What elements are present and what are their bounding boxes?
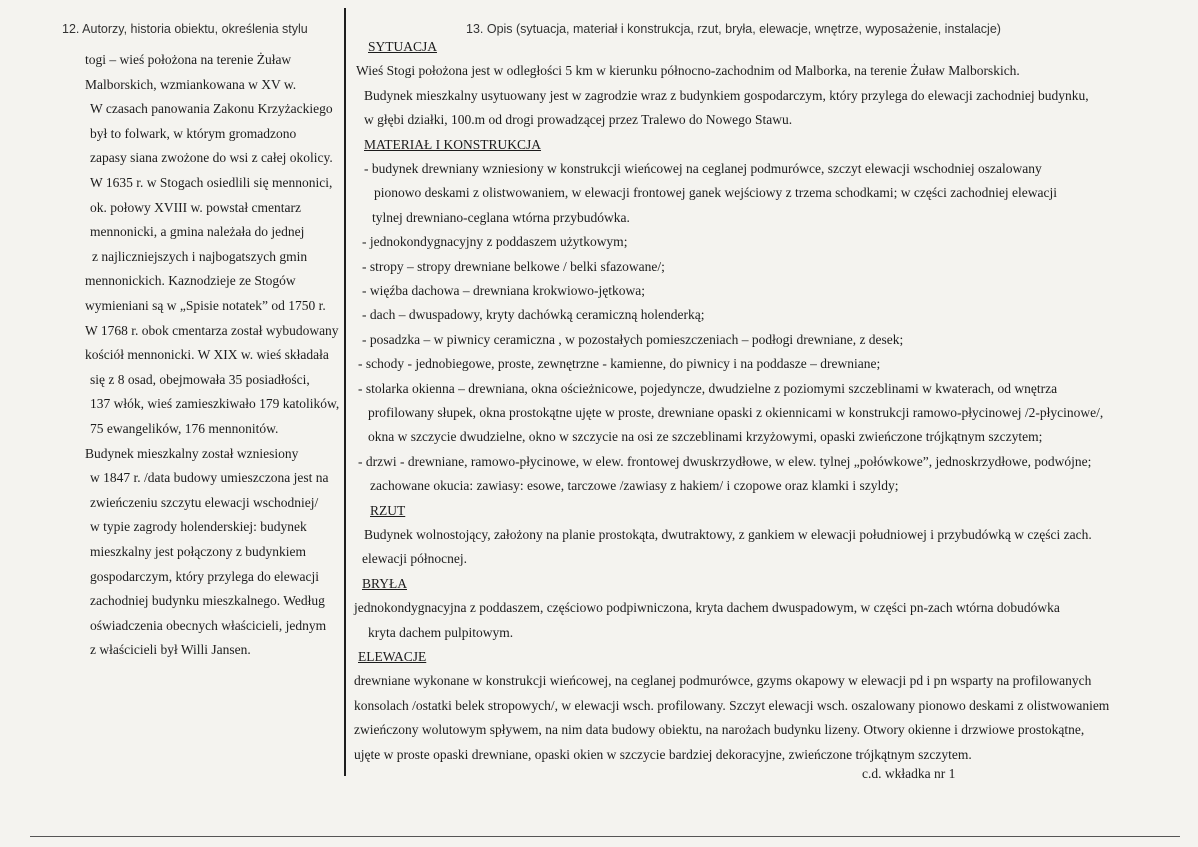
description-line: zwieńczony wolutowym spływem, na nim data budowy obiektu, na narożach budynku lizeny. Otwory okienne i drzwiowe prostokątne, (354, 722, 1085, 738)
history-line: W czasach panowania Zakonu Krzyżackiego (90, 101, 333, 117)
bottom-rule (30, 836, 1180, 837)
description-line: jednokondygnacyjna z poddaszem, częściowo podpiwniczona, kryta dachem dwuspadowym, w części pn-zach wtórna dobudówka (354, 600, 1060, 616)
history-line: zwieńczeniu szczytu elewacji wschodniej/ (90, 494, 319, 510)
history-line: z najliczniejszych i najbogatszych gmin (92, 248, 308, 264)
history-line: oświadczenia obecnych właścicieli, jednym (90, 617, 327, 633)
history-line: z właścicieli był Willi Jansen. (90, 642, 251, 658)
description-line: - dach – dwuspadowy, kryty dachówką ceramiczną holenderką; (362, 307, 705, 323)
right-column-header: 13. Opis (sytuacja, materiał i konstrukcja, rzut, bryła, elewacje, wnętrze, wyposażenie, instalacje) (466, 22, 1001, 36)
history-line: 75 ewangelików, 176 mennonitów. (90, 421, 279, 436)
column-divider (344, 8, 346, 776)
description-line: w głębi działki, 100.m od drogi prowadzącej przez Tralewo do Nowego Stawu. (364, 112, 793, 128)
description-line: - budynek drewniany wzniesiony w konstrukcji wieńcowej na ceglanej podmurówce, szczyt elewacji wschodniej oszalowany (364, 161, 1042, 176)
description-line: konsolach /ostatki belek stropowych/, w elewacji wsch. profilowany. Szczyt elewacji wsch. oszalowany pionowo deskami z olistwowaniem (354, 697, 1110, 713)
description-line: elewacji północnej. (362, 551, 467, 567)
description-line: - posadzka – w piwnicy ceramiczna , w pozostałych pomieszczeniach – podłogi drewniane, z desek; (362, 331, 904, 347)
history-line: zapasy siana zwożone do wsi z całej okolicy. (90, 150, 333, 166)
history-line: mieszkalny jest połączony z budynkiem (90, 544, 306, 559)
description-line: Budynek wolnostojący, założony na planie prostokąta, dwutraktowy, z gankiem w elewacji południowej i przybudówką w części zach. (364, 527, 1092, 542)
section-heading: ELEWACJE (358, 649, 427, 664)
history-line: 137 włók, wieś zamieszkiwało 179 katolików, (90, 396, 340, 412)
history-line: gospodarczym, który przylega do elewacji (90, 568, 320, 584)
history-line: w 1847 r. /data budowy umieszczona jest na (90, 470, 329, 486)
description-line: pionowo deskami z olistwowaniem, w elewacji frontowej ganek wejściowy z trzema schodkami; w części zachodniej elewacji (374, 185, 1058, 201)
history-line: zachodniej budynku mieszkalnego. Według (90, 593, 325, 609)
description-line: - więźba dachowa – drewniana krokwiowo-jętkowa; (362, 283, 646, 298)
description-line: - stropy – stropy drewniane belkowe / belki sfazowane/; (362, 258, 665, 274)
description-line: tylnej drewniano-ceglana wtórna przybudówka. (372, 209, 630, 225)
history-line: togi – wieś położona na terenie Żuław (85, 52, 292, 67)
description-line: - schody - jednobiegowe, proste, zewnętrzne - kamienne, do piwnicy i na poddasze – drewniane; (358, 356, 881, 372)
description-line: ujęte w proste opaski drewniane, opaski okien w szczycie bardziej dekoracyjne, zwieńczone trójkątnym szczytem. (354, 746, 972, 762)
history-line: Malborskich, wzmiankowana w XV w. (85, 76, 297, 92)
history-line: mennonickich. Kaznodzieje ze Stogów (85, 273, 296, 289)
history-line: się z 8 osad, obejmowała 35 posiadłości, (90, 371, 310, 387)
description-line: Budynek mieszkalny usytuowany jest w zagrodzie wraz z budynkiem gospodarczym, który przylega do elewacji zachodniej budynku, (364, 87, 1089, 103)
section-heading: SYTUACJA (368, 39, 438, 54)
history-line: wymieniani są w „Spisie notatek” od 1750 r. (85, 298, 326, 313)
history-line: W 1635 r. w Stogach osiedlili się mennonici, (90, 175, 333, 190)
history-line: w typie zagrody holenderskiej: budynek (90, 519, 307, 535)
history-line: W 1768 r. obok cmentarza został wybudowany (85, 322, 339, 338)
section-heading: BRYŁA (362, 575, 408, 591)
history-line: ok. połowy XVIII w. powstał cmentarz (90, 199, 301, 215)
section-heading: MATERIAŁ I KONSTRUKCJA (364, 136, 542, 152)
section-heading: RZUT (370, 502, 406, 518)
description-line: drewniane wykonane w konstrukcji wieńcowej, na ceglanej podmurówce, gzyms okapowy w elewacji pd i pn wsparty na profilowanych (354, 673, 1092, 689)
description-line: okna w szczycie dwudzielne, okno w szczycie na osi ze szczeblinami krzyżowymi, opaski zwieńczone trójkątnym szczytem; (368, 429, 1043, 445)
history-line: był to folwark, w którym gromadzono (90, 125, 297, 141)
description-line: zachowane okucia: zawiasy: esowe, tarczowe /zawiasy z hakiem/ i czopowe oraz klamki i szyldy; (370, 478, 899, 494)
continuation-note: c.d. wkładka nr 1 (862, 766, 956, 781)
description-line: - drzwi - drewniane, ramowo-płycinowe, w elew. frontowej dwuskrzydłowe, w elew. tylnej „połówkowe”, jednoskrzydłowe, podwójne; (358, 453, 1092, 469)
history-line: Budynek mieszkalny został wzniesiony (85, 445, 299, 461)
description-line: kryta dachem pulpitowym. (368, 624, 514, 640)
description-line: - jednokondygnacyjny z poddaszem użytkowym; (362, 234, 628, 250)
history-line: mennonicki, a gmina należała do jednej (90, 224, 305, 240)
description-line: - stolarka okienna – drewniana, okna ościeżnicowe, pojedyncze, dwudzielne z poziomymi szczeblinami w kwaterach, od wnętrza (358, 380, 1058, 396)
description-line: Wieś Stogi położona jest w odległości 5 km w kierunku północno-zachodnim od Malborka, na terenie Żuław Malborskich. (356, 63, 1020, 79)
description-line: profilowany słupek, okna prostokątne ujęte w proste, drewniane opaski z okiennicami w konstrukcji ramowo-płycinowej /2-płycinowe/, (368, 405, 1104, 420)
left-column-header: 12. Autorzy, historia obiektu, określenia stylu (62, 22, 308, 36)
history-line: kościół mennonicki. W XIX w. wieś składała (85, 347, 329, 363)
